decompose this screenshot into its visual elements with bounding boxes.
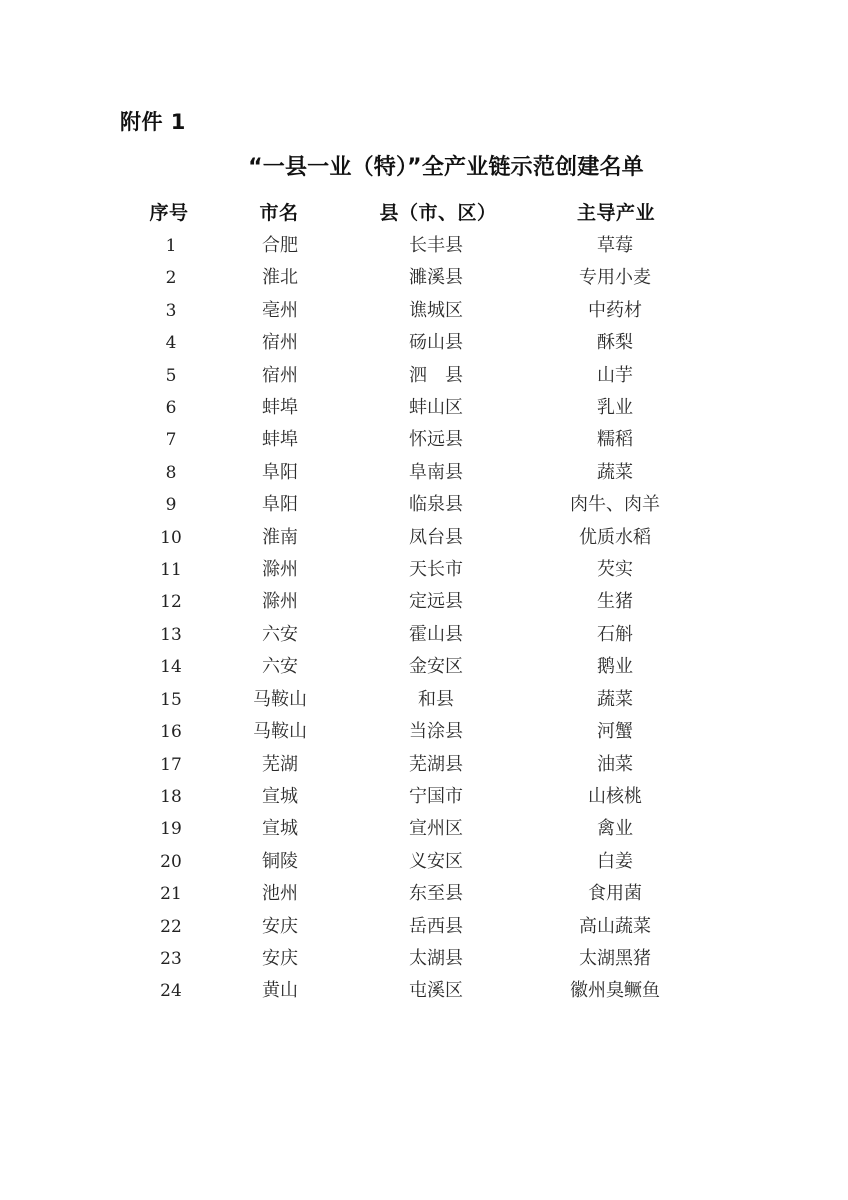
cell-city: 铜陵 (262, 850, 298, 872)
cell-city: 宣城 (262, 818, 298, 840)
table-row (128, 943, 700, 975)
cell-seq: 17 (160, 754, 182, 775)
cell-industry industry: 鹅业 (597, 656, 633, 678)
cell-city: 宿州 (262, 332, 298, 354)
cell-seq: 23 (160, 948, 182, 969)
cell-county county: 天长市 (409, 559, 463, 581)
column-header-city: 市名 (259, 202, 299, 224)
table-row (128, 846, 700, 878)
cell-industry industry: 蔬菜 (597, 688, 633, 710)
cell-industry industry: 山芋 (597, 364, 633, 386)
cell-industry industry: 石斛 (597, 623, 633, 645)
cell-seq: 13 (160, 624, 182, 645)
cell-city: 滁州 (262, 591, 298, 613)
cell-seq: 4 (165, 333, 177, 354)
table-row (128, 295, 700, 327)
table-row (128, 360, 700, 392)
table-row (128, 522, 700, 554)
table-row (128, 586, 700, 618)
cell-industry industry: 芡实 (597, 559, 633, 581)
cell-seq: 6 (165, 398, 177, 419)
cell-seq: 12 (160, 592, 182, 613)
table-row (128, 716, 700, 748)
cell-city: 马鞍山 (253, 688, 307, 710)
industry-chain-table (128, 196, 700, 1008)
cell-county county: 怀远县 (409, 429, 463, 451)
cell-industry industry: 山核桃 (588, 785, 642, 807)
cell-county county: 义安区 (409, 850, 463, 872)
column-header-county: 县（市、区） (379, 202, 497, 224)
table-row (128, 457, 700, 489)
table-row (128, 684, 700, 716)
table-row (128, 619, 700, 651)
cell-city: 蚌埠 (262, 397, 298, 419)
cell-seq: 5 (165, 365, 177, 386)
cell-industry industry: 蔬菜 (597, 461, 633, 483)
cell-county county: 霍山县 (409, 623, 463, 645)
cell-seq: 16 (160, 722, 182, 743)
cell-city: 六安 (262, 623, 298, 645)
table-row (128, 975, 700, 1007)
cell-industry industry: 中药材 (588, 299, 642, 321)
cell-county county: 蚌山区 (409, 397, 463, 419)
cell-county county: 泗 县 (409, 364, 463, 386)
cell-industry industry: 糯稻 (597, 429, 633, 451)
cell-county county: 屯溪区 (409, 980, 463, 1002)
cell-industry industry: 草莓 (597, 235, 633, 256)
cell-county county: 和县 (418, 688, 454, 710)
cell-city: 阜阳 (262, 494, 298, 516)
table-body (128, 230, 700, 1008)
cell-county county: 凤台县 (409, 526, 463, 548)
cell-city: 安庆 (262, 947, 298, 969)
table-row (128, 813, 700, 845)
cell-seq: 24 (160, 981, 182, 1002)
table-row (128, 489, 700, 521)
cell-seq: 20 (160, 851, 182, 872)
cell-seq: 8 (165, 462, 177, 483)
cell-seq: 15 (160, 689, 182, 710)
cell-industry industry: 酥梨 (597, 332, 633, 354)
cell-city: 淮南 (262, 526, 298, 548)
cell-county county: 东至县 (409, 883, 463, 905)
cell-industry industry: 乳业 (597, 397, 633, 419)
cell-city: 芜湖 (262, 753, 298, 775)
cell-city: 滁州 (262, 559, 298, 581)
cell-seq: 19 (160, 819, 182, 840)
cell-industry industry: 肉牛、肉羊 (570, 494, 660, 516)
cell-city: 马鞍山 (253, 721, 307, 743)
cell-county county: 谯城区 (409, 299, 463, 321)
cell-industry industry: 高山蔬菜 (579, 915, 651, 937)
cell-city: 阜阳 (262, 461, 298, 483)
table-row (128, 424, 700, 456)
table-row (128, 878, 700, 910)
cell-seq: 21 (160, 884, 182, 905)
table-row (128, 230, 700, 262)
cell-seq: 7 (165, 430, 177, 451)
cell-county county: 当涂县 (409, 721, 463, 743)
table-row (128, 327, 700, 359)
cell-county county: 芜湖县 (409, 753, 463, 775)
column-header-seq: 序号 (149, 202, 189, 224)
cell-industry industry: 油菜 (597, 753, 633, 775)
cell-seq: 1 (165, 236, 177, 256)
column-header-industry: 主导产业 (576, 202, 655, 224)
cell-industry industry: 河蟹 (597, 721, 633, 743)
cell-county county: 长丰县 (409, 235, 463, 256)
cell-industry industry: 白姜 (597, 850, 633, 872)
cell-seq: 2 (165, 268, 177, 289)
cell-industry industry: 禽业 (597, 818, 633, 840)
cell-county county: 岳西县 (409, 915, 463, 937)
cell-seq: 11 (160, 560, 182, 581)
table-row (128, 392, 700, 424)
cell-industry industry: 食用菌 (588, 883, 642, 905)
cell-industry industry: 专用小麦 (579, 267, 651, 289)
cell-county county: 濉溪县 (409, 267, 463, 289)
cell-seq: 14 (160, 657, 182, 678)
cell-county county: 宁国市 (409, 785, 463, 807)
cell-county county: 太湖县 (409, 947, 463, 969)
table-row (128, 781, 700, 813)
cell-county county: 阜南县 (409, 461, 463, 483)
cell-seq: 10 (160, 527, 182, 548)
cell-industry industry: 优质水稻 (579, 526, 651, 548)
cell-seq: 9 (165, 495, 177, 516)
cell-county county: 砀山县 (409, 332, 463, 354)
cell-city: 蚌埠 (262, 429, 298, 451)
cell-industry industry: 生猪 (597, 591, 633, 613)
cell-city: 合肥 (262, 235, 298, 256)
cell-city: 安庆 (262, 915, 298, 937)
cell-county county: 宣州区 (409, 818, 463, 840)
cell-industry industry: 太湖黑猪 (579, 947, 651, 969)
cell-seq: 22 (160, 916, 182, 937)
table-row (128, 911, 700, 943)
cell-seq: 18 (160, 786, 182, 807)
attachment-label: 附件 1 (120, 110, 186, 134)
cell-seq: 3 (165, 300, 177, 321)
cell-city: 黄山 (262, 980, 298, 1002)
table-row (128, 749, 700, 781)
page-title: “一县一业（特）”全产业链示范创建名单 (248, 155, 644, 180)
cell-city: 淮北 (262, 267, 298, 289)
cell-county county: 临泉县 (409, 494, 463, 516)
table-header-row (128, 196, 700, 230)
cell-industry industry: 徽州臭鳜鱼 (570, 980, 660, 1002)
table-row (128, 554, 700, 586)
cell-county county: 金安区 (409, 656, 463, 678)
cell-city: 池州 (262, 883, 298, 905)
cell-city: 宣城 (262, 785, 298, 807)
cell-city: 亳州 (262, 299, 298, 321)
cell-city: 六安 (262, 656, 298, 678)
cell-county county: 定远县 (409, 591, 463, 613)
cell-city: 宿州 (262, 364, 298, 386)
table-row (128, 262, 700, 294)
table-row (128, 651, 700, 683)
